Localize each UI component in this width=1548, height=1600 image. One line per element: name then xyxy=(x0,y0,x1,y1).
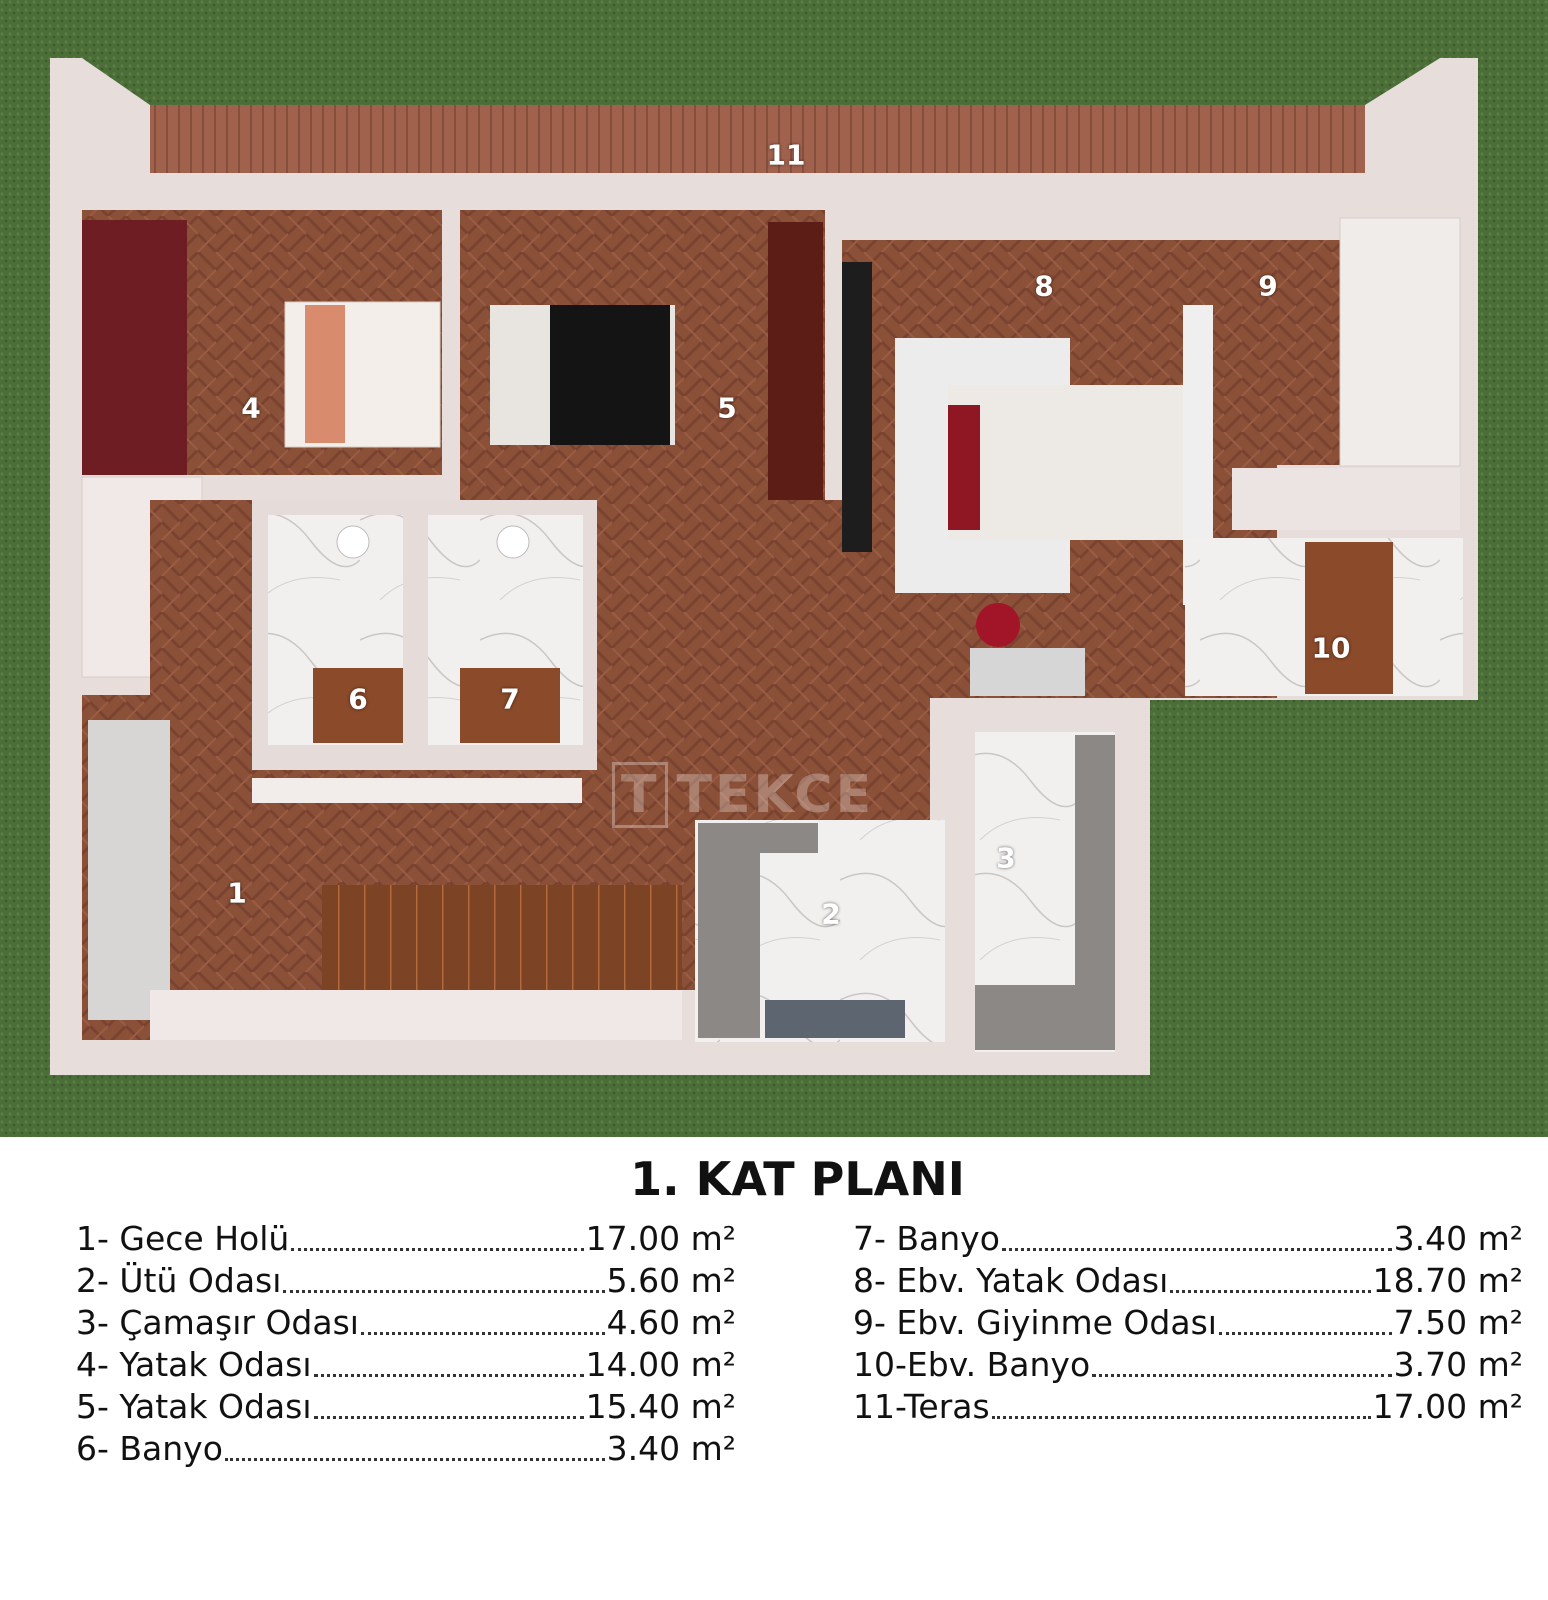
legend-row xyxy=(853,1302,1523,1344)
room-8-pouf xyxy=(976,603,1020,647)
page-title: 1. KAT PLANI xyxy=(630,1152,965,1206)
room-area: 3.40 m² xyxy=(606,1429,736,1468)
room-area: 17.00 m² xyxy=(1372,1387,1523,1426)
room-area: 17.00 m² xyxy=(585,1219,736,1258)
room-name: 9- Ebv. Giyinme Odası xyxy=(853,1303,1217,1342)
room-number-7: 7 xyxy=(500,682,520,716)
room-number-8: 8 xyxy=(1034,269,1054,303)
legend-row xyxy=(853,1260,1523,1302)
room-area: 3.70 m² xyxy=(1393,1345,1523,1384)
room-number-2: 2 xyxy=(821,897,841,931)
room-8-bed-runner xyxy=(948,405,980,530)
room-2-rug xyxy=(765,1000,905,1038)
room-2-counter-side xyxy=(698,823,760,1038)
dot-leader xyxy=(992,1416,1371,1419)
legend-row xyxy=(853,1344,1523,1386)
watermark-logo xyxy=(612,762,874,828)
room-name: 2- Ütü Odası xyxy=(76,1261,282,1300)
legend-row xyxy=(76,1302,736,1344)
watermark-mark: T xyxy=(612,762,668,828)
room-name: 11-Teras xyxy=(853,1387,990,1426)
room-9-floor xyxy=(1232,240,1350,465)
legend-row xyxy=(76,1218,736,1260)
room-number-4: 4 xyxy=(241,391,261,425)
dot-leader xyxy=(314,1374,584,1377)
room-name: 4- Yatak Odası xyxy=(76,1345,312,1384)
terrace-deck xyxy=(150,105,1365,173)
hallway-ledge xyxy=(150,990,682,1040)
sink-icon xyxy=(337,526,369,558)
dot-leader xyxy=(1170,1290,1370,1293)
room-name: 10-Ebv. Banyo xyxy=(853,1345,1091,1384)
room-8-desk xyxy=(970,648,1085,696)
room-3-cabinet xyxy=(975,985,1115,1050)
bathroom-ledge xyxy=(252,778,582,803)
room-9-wall xyxy=(1232,468,1460,530)
room-8-bed xyxy=(948,385,1183,540)
legend-row xyxy=(76,1428,736,1470)
room-area: 3.40 m² xyxy=(1393,1219,1523,1258)
room-area: 15.40 m² xyxy=(585,1387,736,1426)
dot-leader xyxy=(1002,1248,1392,1251)
room-number-3: 3 xyxy=(996,841,1016,875)
legend-row xyxy=(76,1386,736,1428)
room-8-tv-unit xyxy=(842,262,872,552)
legend-left-column xyxy=(76,1218,736,1470)
room-5-bed-cover xyxy=(550,305,670,445)
room-name: 5- Yatak Odası xyxy=(76,1387,312,1426)
dot-leader xyxy=(225,1458,605,1461)
dot-leader xyxy=(1219,1332,1392,1335)
legend-row xyxy=(853,1386,1523,1428)
dot-leader xyxy=(283,1290,604,1293)
sink-icon xyxy=(497,526,529,558)
legend-row xyxy=(76,1260,736,1302)
legend-row xyxy=(853,1218,1523,1260)
room-name: 8- Ebv. Yatak Odası xyxy=(853,1261,1169,1300)
room-number-10: 10 xyxy=(1311,631,1351,665)
dot-leader xyxy=(1092,1374,1392,1377)
room-area: 14.00 m² xyxy=(585,1345,736,1384)
top-wall xyxy=(82,175,1472,205)
room-area: 5.60 m² xyxy=(606,1261,736,1300)
dot-leader xyxy=(291,1248,583,1251)
room-area: 4.60 m² xyxy=(606,1303,736,1342)
radiator xyxy=(88,720,170,1020)
room-name: 7- Banyo xyxy=(853,1219,1000,1258)
room-9-wardrobe xyxy=(1340,218,1460,466)
room-area: 18.70 m² xyxy=(1372,1261,1523,1300)
legend-right-column xyxy=(853,1218,1523,1428)
room-4-bed-throw xyxy=(305,305,345,443)
room-number-11: 11 xyxy=(766,138,806,172)
room-10-shower xyxy=(1305,542,1393,694)
room-number-5: 5 xyxy=(717,391,737,425)
room-4-shelf xyxy=(82,220,187,475)
room-number-6: 6 xyxy=(348,682,368,716)
room-name: 1- Gece Holü xyxy=(76,1219,290,1258)
dot-leader xyxy=(314,1416,584,1419)
staircase xyxy=(322,885,682,990)
room-number-1: 1 xyxy=(227,876,247,910)
room-name: 6- Banyo xyxy=(76,1429,223,1468)
room-area: 7.50 m² xyxy=(1393,1303,1523,1342)
legend-row xyxy=(76,1344,736,1386)
watermark-text: TEKCE xyxy=(676,765,875,825)
room-name: 3- Çamaşır Odası xyxy=(76,1303,359,1342)
room-number-9: 9 xyxy=(1258,269,1278,303)
dot-leader xyxy=(361,1332,605,1335)
